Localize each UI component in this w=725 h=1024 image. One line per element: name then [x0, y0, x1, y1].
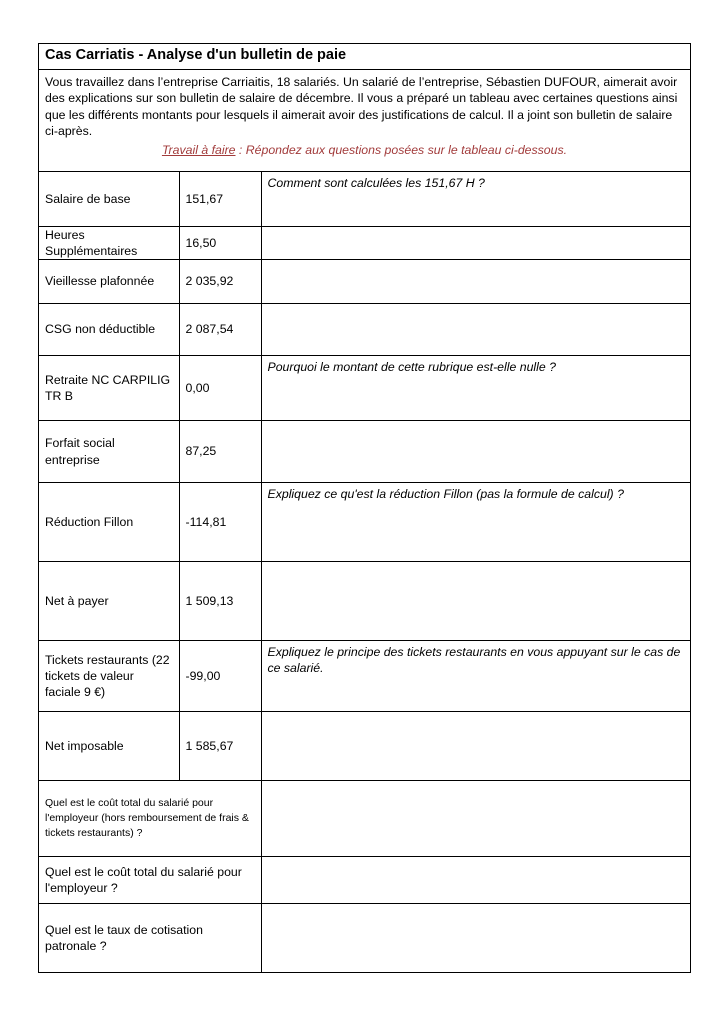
- row-label: Net à payer: [39, 562, 179, 641]
- row-question: Expliquez le principe des tickets restaurants en vous appuyant sur le cas de ce salarié.: [261, 641, 690, 712]
- question-text: Quel est le coût total du salarié pour l'employeur ?: [39, 857, 261, 904]
- row-question: Expliquez ce qu'est la réduction Fillon (pas la formule de calcul) ?: [261, 483, 690, 562]
- row-amount: 0,00: [179, 356, 261, 421]
- intro-section: [39, 70, 690, 172]
- row-label: Net imposable: [39, 712, 179, 781]
- table-row: [39, 356, 690, 421]
- row-question: [261, 712, 690, 781]
- row-amount: 2 035,92: [179, 260, 261, 304]
- row-amount: 16,50: [179, 226, 261, 260]
- row-label: Tickets restaurants (22 tickets de valeur faciale 9 €): [39, 641, 179, 712]
- row-amount: 2 087,54: [179, 304, 261, 356]
- row-question: [261, 562, 690, 641]
- table-row: [39, 260, 690, 304]
- document-title: Cas Carriatis - Analyse d'un bulletin de paie: [39, 44, 690, 70]
- row-label: Réduction Fillon: [39, 483, 179, 562]
- question-text: Quel est le taux de cotisation patronale ?: [39, 904, 261, 972]
- row-label: Heures Supplémentaires: [39, 226, 179, 260]
- row-amount: 1 509,13: [179, 562, 261, 641]
- row-question: [261, 226, 690, 260]
- task-instruction: [45, 142, 684, 158]
- row-label: Forfait social entreprise: [39, 421, 179, 483]
- row-question: [261, 421, 690, 483]
- row-question: [261, 304, 690, 356]
- task-label: Travail à faire: [161, 143, 236, 158]
- answer-cell: [261, 857, 690, 904]
- table-row: [39, 712, 690, 781]
- answer-cell: [261, 904, 690, 972]
- row-amount: -99,00: [179, 641, 261, 712]
- table-row: [39, 483, 690, 562]
- table-row: [39, 641, 690, 712]
- question-row: [39, 904, 690, 972]
- answer-cell: [261, 781, 690, 857]
- row-label: Retraite NC CARPILIG TR B: [39, 356, 179, 421]
- row-label: CSG non déductible: [39, 304, 179, 356]
- task-text: : Répondez aux questions posées sur le tableau ci-dessous.: [235, 143, 568, 158]
- row-question: Pourquoi le montant de cette rubrique est-elle nulle ?: [261, 356, 690, 421]
- table-row: [39, 172, 690, 226]
- row-amount: -114,81: [179, 483, 261, 562]
- table-row: [39, 226, 690, 260]
- row-amount: 151,67: [179, 172, 261, 226]
- row-question: [261, 260, 690, 304]
- table-row: [39, 304, 690, 356]
- row-label: Vieillesse plafonnée: [39, 260, 179, 304]
- question-row: [39, 781, 690, 857]
- row-label: Salaire de base: [39, 172, 179, 226]
- row-question: Comment sont calculées les 151,67 H ?: [261, 172, 690, 226]
- table-row: [39, 562, 690, 641]
- intro-text: Vous travaillez dans l’entreprise Carriaitis, 18 salariés. Un salarié de l’entreprise, Sébastien DUFOUR, aimerait avoir des explications sur son bulletin de salaire de décembre. Il vous a préparé un tableau avec certaines questions ainsi que les différents montants pour lesquels il aimerait avoir des justifications de calcul. Il a joint son bulletin de salaire ci-après.: [45, 75, 678, 138]
- document-sheet: [38, 43, 691, 973]
- question-row: [39, 857, 690, 904]
- payslip-table: [39, 172, 690, 972]
- question-text: Quel est le coût total du salarié pour l'employeur (hors remboursement de frais & tickets restaurants) ?: [39, 781, 261, 857]
- table-row: [39, 421, 690, 483]
- row-amount: 1 585,67: [179, 712, 261, 781]
- row-amount: 87,25: [179, 421, 261, 483]
